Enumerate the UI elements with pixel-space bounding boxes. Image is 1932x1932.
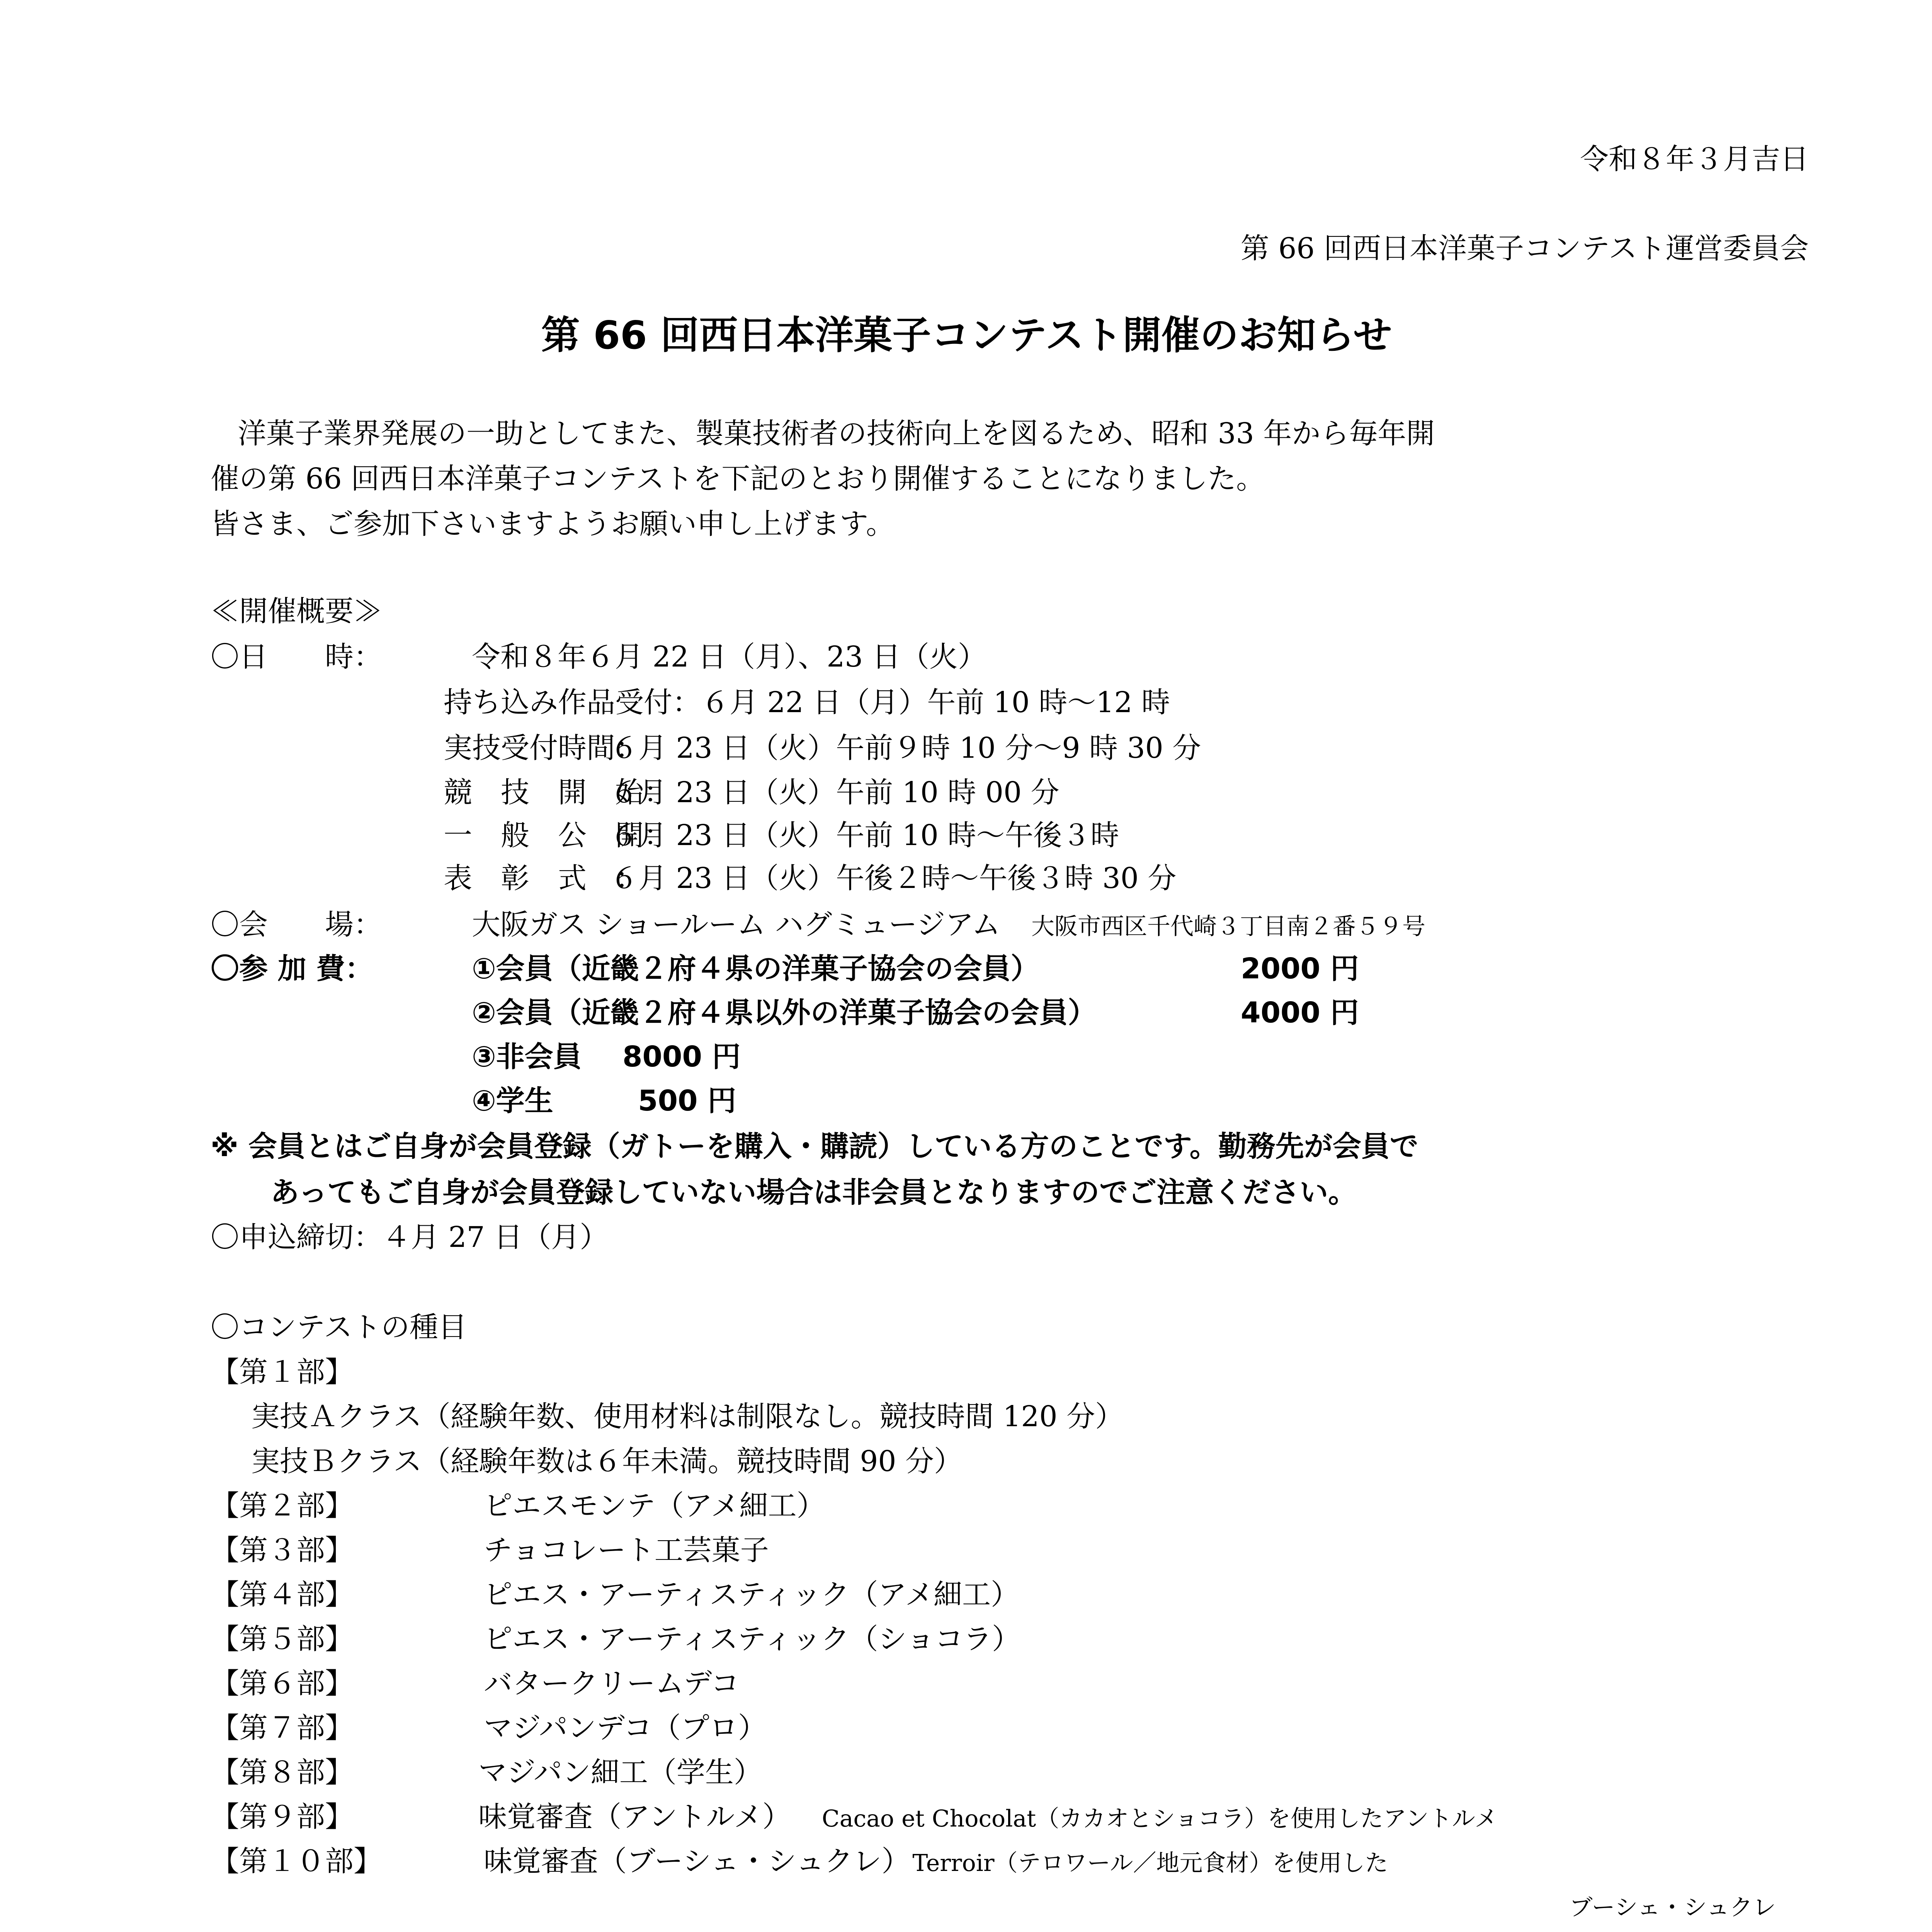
schedule-item-value: ６月 23 日（火）午前 10 時 00 分 xyxy=(610,776,1060,809)
part-label: 【第８部】 xyxy=(211,1756,354,1789)
issue-date: 令和８年３月吉日 xyxy=(1580,143,1809,176)
fee-name: ①会員（近畿２府４県の洋菓子協会の会員） xyxy=(472,952,1039,985)
part-row xyxy=(211,1622,1020,1656)
schedule-item-value: ６月 22 日（月）午前 10 時～12 時 xyxy=(701,686,1170,719)
schedule-item-value: ６月 23 日（火）午前 10 時～午後３時 xyxy=(610,819,1119,852)
venue-name: 大阪ガス ショールーム ハグミュージアム xyxy=(472,908,1000,941)
part-note: Cacao et Chocolat（カカオとショコラ）を使用したアントルメ xyxy=(821,1805,1498,1832)
schedule-item xyxy=(444,731,1201,765)
deadline: 〇申込締切：４月 27 日（月） xyxy=(211,1221,609,1254)
fee-label: 〇参 加 費： xyxy=(211,952,374,985)
intro-line-3: 皆さま、ご参加下さいますようお願い申し上げます。 xyxy=(211,507,895,541)
part-label: 【第３部】 xyxy=(211,1534,354,1567)
part-label: 【第５部】 xyxy=(211,1622,354,1656)
part-name: マジパンデコ（プロ） xyxy=(484,1711,767,1745)
fee-row xyxy=(472,1040,741,1073)
part-label: 【第６部】 xyxy=(211,1667,354,1700)
schedule-item-label: 持ち込み作品受付： xyxy=(444,686,701,719)
part-label: 【第１部】 xyxy=(211,1355,354,1389)
schedule-row xyxy=(211,640,986,673)
part-row xyxy=(211,1669,740,1698)
part-row xyxy=(211,1711,767,1745)
part-name: バタークリームデコ xyxy=(484,1667,740,1700)
venue-row xyxy=(211,910,1425,939)
schedule-item xyxy=(444,864,1176,893)
issuer: 第 66 回西日本洋菓子コンテスト運営委員会 xyxy=(1240,232,1809,265)
part-name: 味覚審査（ブーシェ・シュクレ） xyxy=(484,1845,910,1878)
venue-address: 大阪市西区千代崎３丁目南２番５９号 xyxy=(1031,913,1425,940)
part-name: チョコレート工芸菓子 xyxy=(484,1534,769,1567)
fee-row xyxy=(472,1084,736,1117)
schedule-item xyxy=(444,688,1170,717)
schedule-item xyxy=(444,778,1060,807)
schedule-item-label: 表 彰 式 ： xyxy=(444,862,644,895)
schedule-item-value: ６月 23 日（火）午前９時 10 分～9 時 30 分 xyxy=(610,731,1201,765)
intro-line-1: 洋菓子業界発展の一助としてまた、製菓技術者の技術向上を図るため、昭和 33 年から毎年開 xyxy=(238,417,1435,450)
part-note: Terroir（テロワール／地元食材）を使用した xyxy=(912,1850,1388,1877)
fee-price: 8000 円 xyxy=(622,1040,741,1073)
part-name: マジパン細工（学生） xyxy=(478,1756,762,1789)
fee-row xyxy=(472,998,1359,1027)
overview-heading: ≪開催概要≫ xyxy=(211,595,382,628)
part-name: ピエス・アーティスティック（アメ細工） xyxy=(484,1578,1020,1611)
part1-line-b: 実技Ｂクラス（経験年数は６年未満。競技時間 90 分） xyxy=(251,1445,963,1478)
fee-price: 4000 円 xyxy=(1241,996,1359,1029)
intro-line-2: 催の第 66 回西日本洋菓子コンテストを下記のとおり開催することになりました。 xyxy=(211,462,1265,495)
part-row xyxy=(211,1489,825,1522)
schedule-item-label: 競 技 開 始： xyxy=(444,776,672,809)
fee-name: ②会員（近畿２府４県以外の洋菓子協会の会員） xyxy=(472,996,1097,1029)
schedule-item-label: 一 般 公 開： xyxy=(444,819,672,852)
part-row xyxy=(211,1800,1498,1833)
part1-line-a: 実技Ａクラス（経験年数、使用材料は制限なし。競技時間 120 分） xyxy=(251,1400,1124,1433)
part-row xyxy=(211,1536,769,1565)
schedule-item-value: ６月 23 日（火）午後２時～午後３時 30 分 xyxy=(610,862,1177,895)
schedule-value: 令和８年６月 22 日（月）、23 日（火） xyxy=(472,640,986,673)
part-label: 【第７部】 xyxy=(211,1711,354,1745)
schedule-item xyxy=(444,821,1119,850)
fee-name: ③非会員 xyxy=(472,1040,582,1073)
venue-label: 〇会 場： xyxy=(211,908,382,941)
fee-row xyxy=(211,954,1359,983)
part10-continuation: ブーシェ・シュクレ xyxy=(1569,1894,1776,1921)
schedule-item-label: 実技受付時間： xyxy=(444,731,644,765)
part-label: 【第２部】 xyxy=(211,1489,354,1522)
part-name: ピエスモンテ（アメ細工） xyxy=(484,1489,825,1522)
schedule-label: 〇日 時： xyxy=(211,640,382,673)
part-label: 【第１０部】 xyxy=(211,1845,382,1878)
part-row xyxy=(211,1580,1019,1609)
part-label: 【第９部】 xyxy=(211,1800,354,1833)
fee-price: 500 円 xyxy=(638,1084,736,1117)
part-row xyxy=(211,1847,1388,1876)
fee-name: ④学生 xyxy=(472,1084,553,1117)
fee-price: 2000 円 xyxy=(1241,952,1359,985)
contest-heading: 〇コンテストの種目 xyxy=(211,1311,467,1344)
part-row xyxy=(211,1758,762,1787)
part-name: 味覚審査（アントルメ） xyxy=(478,1800,791,1833)
part-label: 【第４部】 xyxy=(211,1578,354,1611)
part-name: ピエス・アーティスティック（ショコラ） xyxy=(484,1622,1020,1656)
member-note-line-2: あってもご自身が会員登録していない場合は非会員となりますのでご注意ください。 xyxy=(270,1176,1357,1209)
member-note-line-1: ※ 会員とはご自身が会員登録（ガトーを購入・購読）している方のことです。勤務先が会員で xyxy=(211,1130,1418,1163)
page-title: 第 66 回西日本洋菓子コンテスト開催のお知らせ xyxy=(541,313,1392,358)
